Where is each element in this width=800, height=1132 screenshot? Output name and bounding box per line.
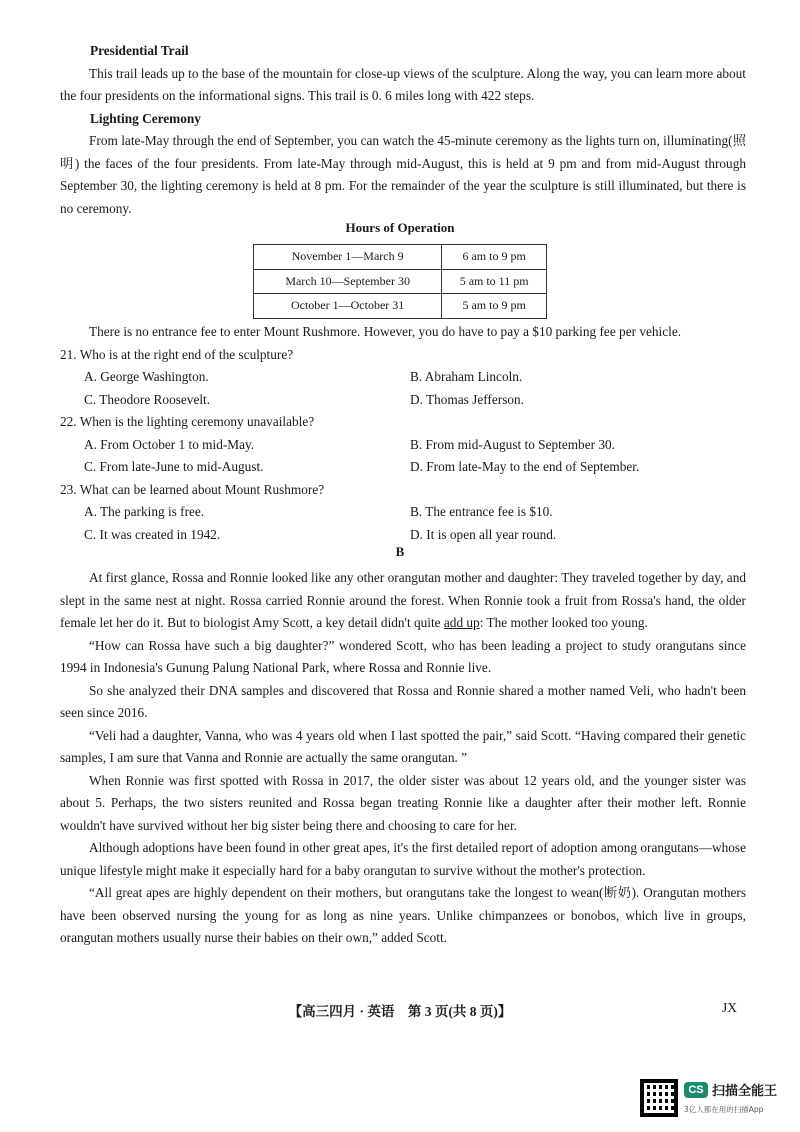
question-stem: 23. What can be learned about Mount Rushmore? — [60, 481, 325, 497]
hours-dates-cell: October 1—October 31 — [254, 294, 442, 319]
hours-dates-cell: November 1—March 9 — [254, 245, 442, 270]
passage-paragraph-4: “Veli had a daughter, Vanna, who was 4 years old when I last spotted the pair,” said Scott. “Having compared their genetic samples, I am sure that Vanna and Ronnie are actually the same orangutan. ” — [60, 727, 746, 765]
lighting-paragraph: From late-May through the end of September, you can watch the 45-minute ceremony as the lights turn on, illuminating(照明) the faces of the four presidents. From late-May through mid-August, this is held at 9 pm and from mid-August through September 30, the lighting ceremony is held at 8 pm. For the remainder of the year the sculpture is still illuminated, but there is no ceremony. — [60, 133, 746, 216]
passage-paragraph-7: “All great apes are highly dependent on their mothers, but orangutans take the longest to wean(断奶). Orangutan mothers have been observed nursing the young for as long as nine years. Unlike chimpanzees or bonobos, which live in groups, orangutan mothers usually nurse their babies on their own,” added Scott. — [60, 885, 746, 945]
option-b: B. The entrance fee is $10. — [410, 504, 553, 519]
hours-time-cell: 5 am to 9 pm — [442, 294, 547, 319]
page-footer: 【高三四月 · 英语 第 3 页(共 8 页)】 — [288, 1004, 512, 1019]
hours-dates-cell: March 10—September 30 — [254, 269, 442, 294]
lighting-heading: Lighting Ceremony — [90, 110, 201, 126]
option-a: A. George Washington. — [84, 369, 209, 384]
option-row — [60, 434, 746, 457]
option-a: A. The parking is free. — [84, 504, 205, 519]
option-c: C. From late-June to mid-August. — [84, 459, 264, 474]
option-row — [60, 456, 746, 479]
question-stem: 22. When is the lighting ceremony unavailable? — [60, 414, 315, 429]
passage-paragraph-2: “How can Rossa have such a big daughter?” wondered Scott, who has been leading a project to study orangutans since 1994 in Indonesia's Gunung Palung National Park, where Rossa and Ronnie live. — [60, 637, 746, 675]
passage-paragraph-5: When Ronnie was first spotted with Rossa in 2017, the older sister was about 12 years old, and the younger sister was about 5. Perhaps, the two sisters reunited and Rossa began treating Ronnie like a daughter after their mother left. Ronnie wouldn't have survived without her big sister being there and choosing to care for her. — [60, 772, 746, 833]
fee-and-questions — [60, 321, 746, 546]
section-b-passage — [60, 567, 746, 950]
trail-paragraph: This trail leads up to the base of the mountain for close-up views of the sculpture. Along the way, you can learn more about the four presidents on the informational signs. This trail is 0. 6 miles long with 422 steps. — [60, 65, 746, 103]
option-row — [60, 524, 746, 547]
footer-code: JX — [722, 1000, 738, 1015]
option-d: D. From late-May to the end of September. — [410, 459, 640, 474]
option-d: D. It is open all year round. — [410, 526, 557, 542]
table-row — [254, 294, 547, 319]
question-stem: 21. Who is at the right end of the sculpture? — [60, 346, 294, 362]
trail-heading: Presidential Trail — [90, 43, 189, 58]
option-a: A. From October 1 to mid-May. — [84, 436, 255, 452]
option-b: B. Abraham Lincoln. — [410, 369, 523, 384]
passage-paragraph-1 — [60, 567, 746, 635]
option-row — [60, 366, 746, 389]
passage-paragraph-6: Although adoptions have been found in other great apes, it's the first detailed report of adoption among orangutans—whose unique lifestyle might make it especially hard for a baby orangutan to survive without the mother's protection. — [60, 840, 746, 878]
option-row — [60, 501, 746, 524]
hours-table-title: Hours of Operation — [345, 220, 455, 235]
passage-paragraph-3: So she analyzed their DNA samples and discovered that Rossa and Ronnie shared a mother named Veli, who hadn't been seen since 2016. — [60, 682, 746, 720]
option-row — [60, 389, 746, 412]
option-b: B. From mid-August to September 30. — [410, 436, 615, 452]
option-c: C. It was created in 1942. — [84, 526, 221, 542]
section-a-top — [60, 40, 746, 220]
underlined-phrase: add up — [443, 615, 480, 630]
option-c: C. Theodore Roosevelt. — [84, 391, 211, 407]
fee-paragraph: There is no entrance fee to enter Mount Rushmore. However, you do have to pay a $10 parking fee per vehicle. — [89, 324, 682, 339]
watermark-tagline: 3亿人都在用的扫描App — [684, 1105, 764, 1114]
table-row — [254, 245, 547, 270]
hours-time-cell: 5 am to 11 pm — [442, 269, 547, 294]
camscanner-logo-icon: CS — [684, 1082, 708, 1098]
watermark-app-name: 扫描全能王 — [712, 1084, 778, 1099]
p1-text-start: At first glance, Rossa and Ronnie looked like any other orangutan mother and daughter: They traveled together by day, and slept in the same nest at night. Rossa carried Ronnie around the forest. When Ronnie took a fruit from Rossa's hand, the older female let her do it. But to biologist Amy Scott, a key detail didn't quite — [60, 570, 746, 630]
qr-code-icon — [640, 1079, 678, 1117]
hours-time-cell: 6 am to 9 pm — [442, 245, 547, 270]
section-b-label: B — [395, 544, 405, 559]
table-row — [254, 269, 547, 294]
option-d: D. Thomas Jefferson. — [410, 391, 524, 407]
hours-table — [253, 244, 547, 319]
p1-text-end: : The mother looked too young. — [479, 615, 648, 630]
